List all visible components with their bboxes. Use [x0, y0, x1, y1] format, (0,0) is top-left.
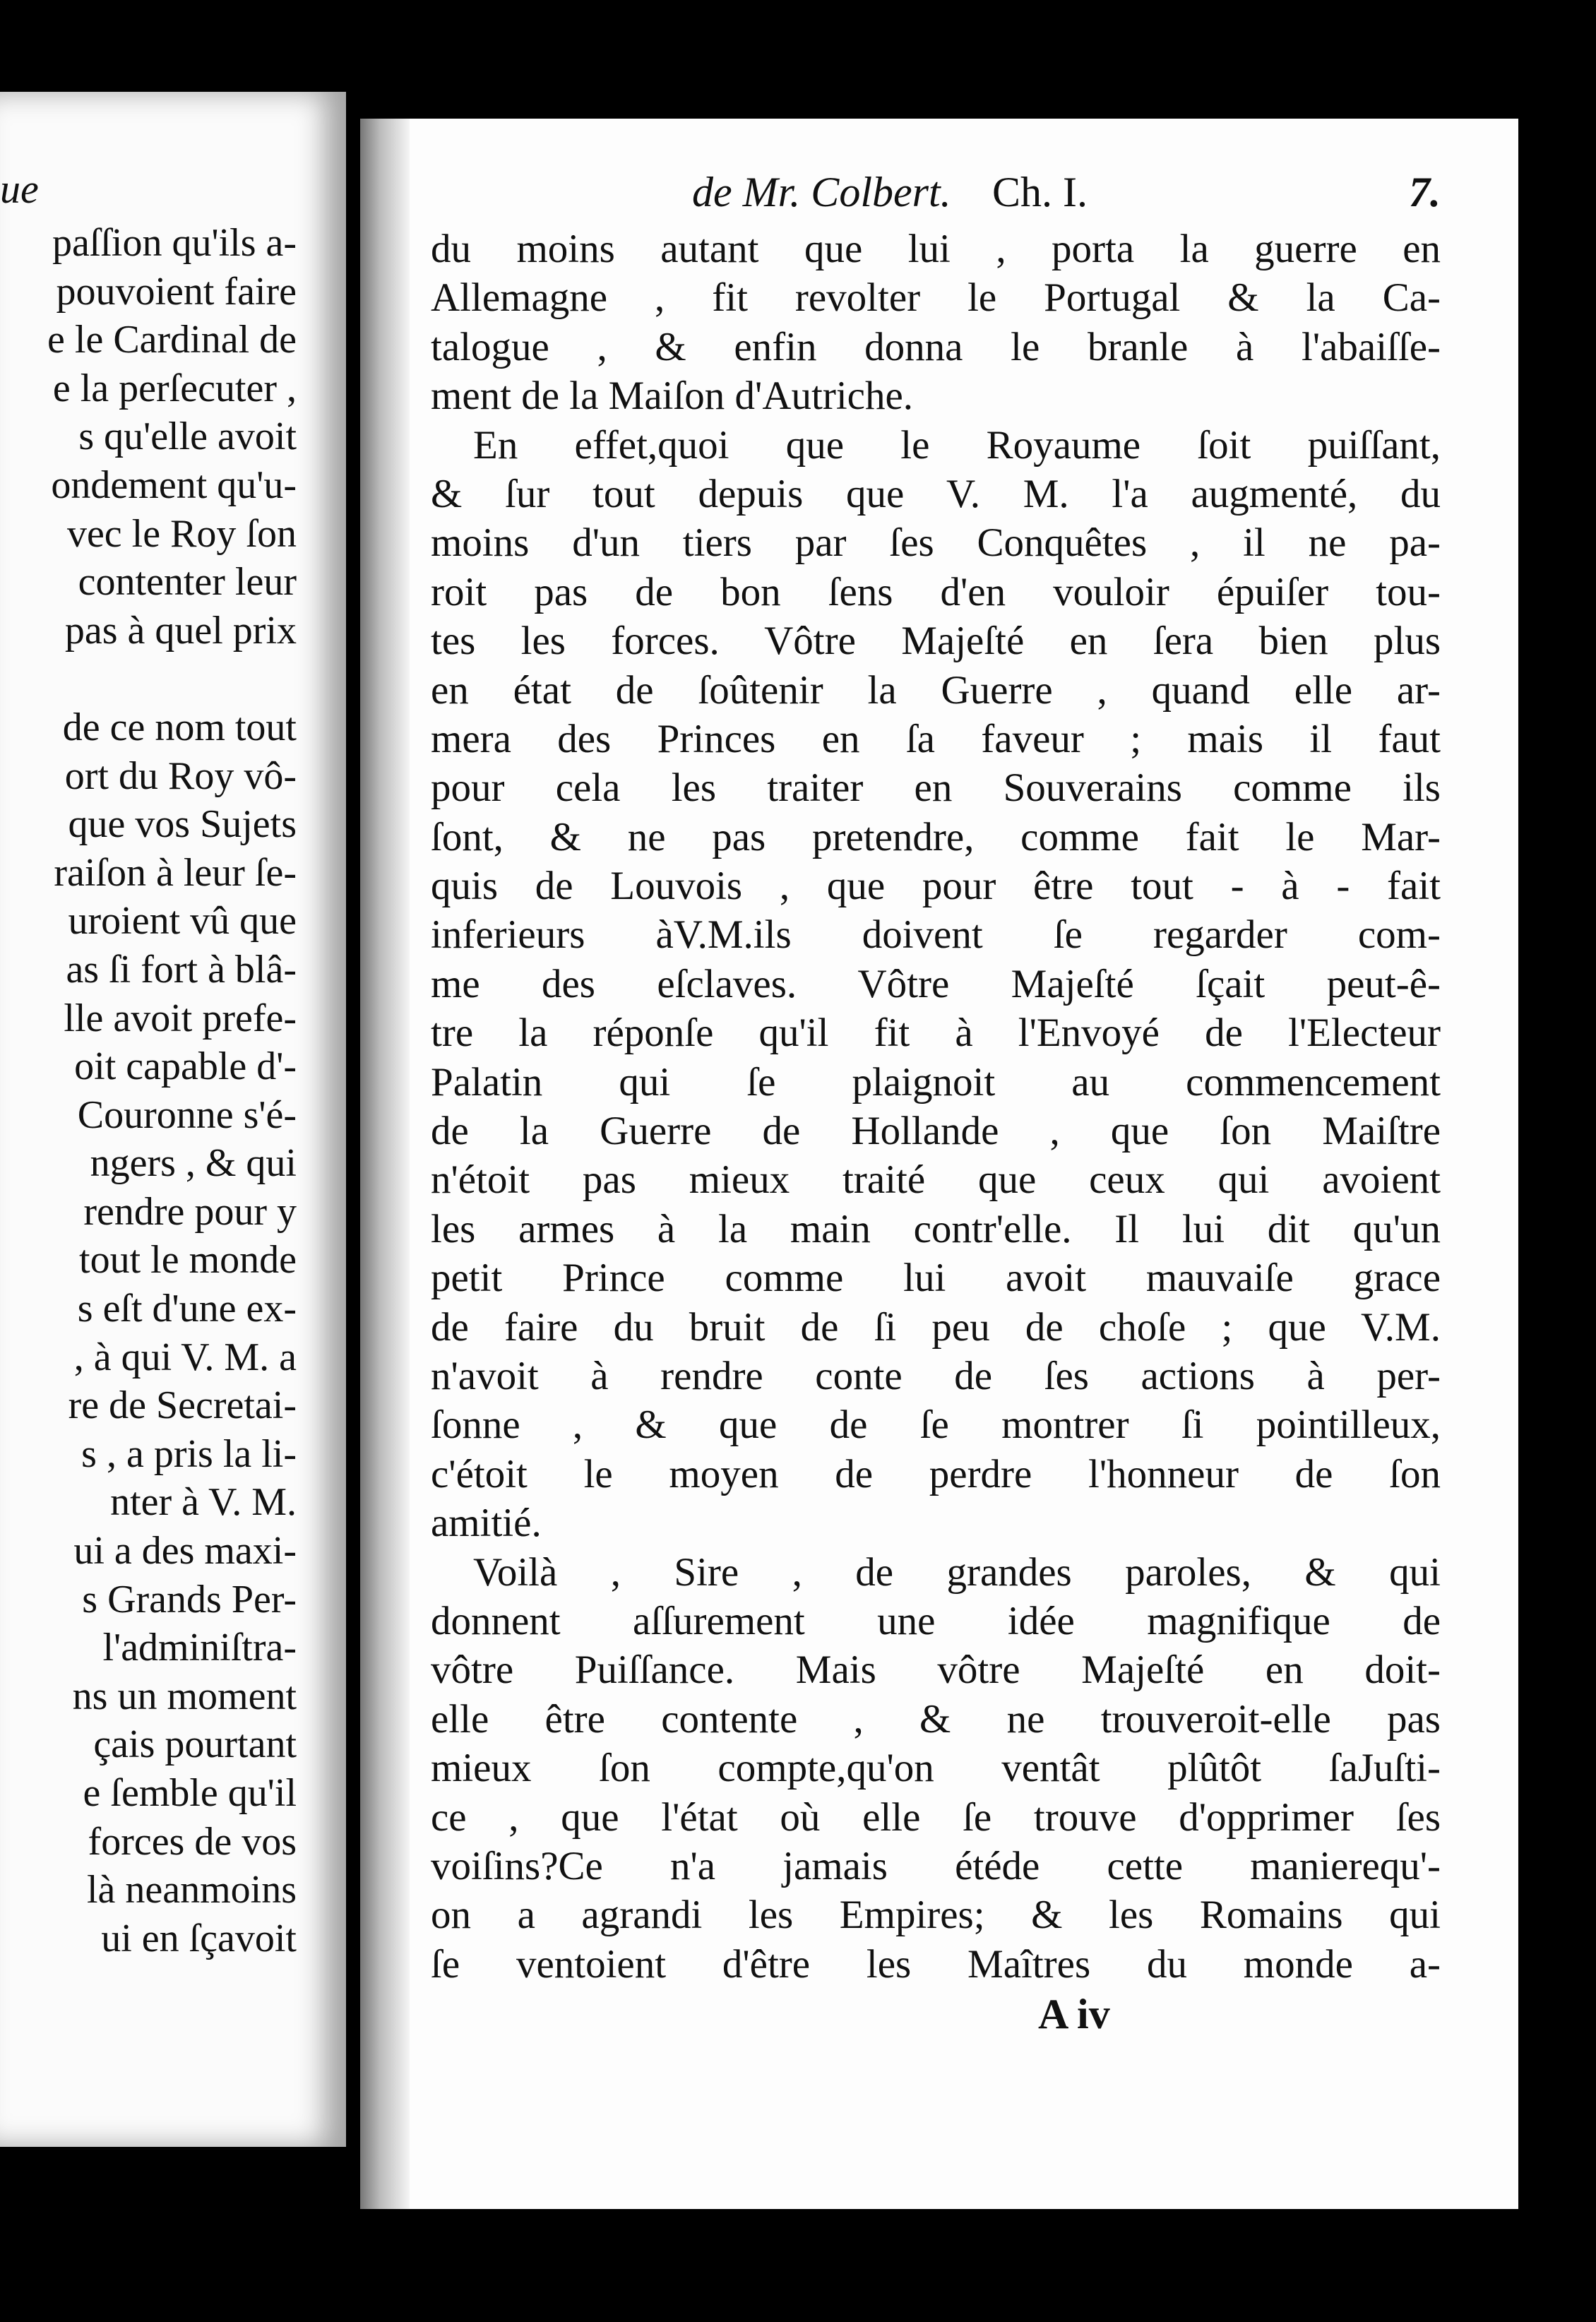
left-text-line: e ſemble qu'il: [83, 1771, 297, 1815]
text-line: les armes à la main contr'elle. Il lui dit qu'un: [431, 1206, 1441, 1251]
left-text-line: de ce nom tout: [62, 705, 297, 749]
left-text-line: s qu'elle avoit: [78, 415, 297, 459]
text-line: roit pas de bon ſens d'en vouloir épuiſer tou-: [431, 569, 1441, 614]
chapter-label: Ch. I.: [992, 169, 1088, 215]
left-text-line: l'adminiſtra-: [102, 1626, 297, 1670]
text-line: du moins autant que lui , porta la guerre en: [431, 227, 1441, 271]
text-line: c'étoit le moyen de perdre l'honneur de ſon: [431, 1451, 1441, 1496]
left-text-line: tout le monde: [79, 1238, 297, 1282]
text-line: & ſur tout depuis que V. M. l'a augmenté, du: [431, 471, 1441, 516]
left-page-text: [47, 219, 297, 1963]
left-text-line: as ſi fort à blâ-: [66, 947, 297, 992]
text-line: on a agrandi les Empires; & les Romains qui: [431, 1893, 1441, 1938]
text-line: quis de Louvois , que pour être tout - à - fait: [431, 864, 1441, 909]
left-text-line: rendre pour y: [83, 1189, 297, 1234]
left-text-line: raiſon à leur ſe-: [54, 850, 297, 895]
left-page: [0, 92, 346, 2147]
left-text-line: ui a des maxi-: [73, 1529, 297, 1573]
running-head: [692, 168, 1441, 232]
text-line: vôtre Puiſſance. Mais vôtre Majeſté en doit-: [431, 1648, 1441, 1693]
signature-mark: A iv: [1038, 1991, 1110, 2037]
left-text-line: uroient vû que: [68, 899, 297, 943]
text-line: Voilà , Sire , de grandes paroles, & qui: [473, 1549, 1441, 1595]
text-line: amitié.: [431, 1501, 542, 1546]
left-text-line: s Grands Per-: [82, 1577, 297, 1621]
left-text-line: re de Secretai-: [68, 1383, 297, 1428]
text-line: mieux ſon compte,qu'on ventât plûtôt ſaJuſti-: [431, 1746, 1441, 1791]
right-page: [360, 119, 1518, 2209]
left-text-line: que vos Sujets: [68, 802, 297, 847]
left-text-line: Couronne s'é-: [77, 1092, 297, 1137]
left-text-line: vec le Roy ſon: [66, 511, 297, 556]
left-text-line: forces de vos: [88, 1819, 297, 1864]
left-text-line: pouvoient faire: [56, 269, 297, 314]
text-line: mera des Princes en ſa faveur ; mais il faut: [431, 716, 1441, 761]
text-line: tes les forces. Vôtre Majeſté en ſera bien plus: [431, 619, 1441, 664]
text-line: n'avoit à rendre conte de ſes actions à per-: [431, 1353, 1441, 1398]
left-text-line: , à qui V. M. a: [73, 1335, 297, 1379]
left-text-line: nter à V. M.: [110, 1480, 297, 1525]
text-line: En effet,quoi que le Royaume ſoit puiſſant,: [473, 422, 1441, 468]
left-text-line: pas à quel prix: [64, 608, 297, 653]
text-line: de faire du bruit de ſi peu de choſe ; que V.M.: [431, 1304, 1441, 1350]
text-line: en état de ſoûtenir la Guerre , quand elle ar-: [431, 667, 1441, 713]
text-line: talogue , & enfin donna le branle à l'abaiſſe-: [431, 324, 1441, 369]
left-page-running-head: ue: [0, 166, 39, 212]
left-text-line: ui en ſçavoit: [101, 1916, 297, 1960]
text-line: donnent aſſurement une idée magnifique de: [431, 1598, 1441, 1643]
left-text-line: ngers , & qui: [90, 1141, 297, 1186]
text-line: elle être contente , & ne trouveroit-elle pas: [431, 1696, 1441, 1742]
left-text-line: s , a pris la li-: [81, 1431, 297, 1476]
running-title: de Mr. Colbert.: [692, 169, 951, 215]
left-text-line: e le Cardinal de: [47, 318, 297, 362]
left-text-line: ort du Roy vô-: [64, 754, 297, 798]
left-text-line: s eſt d'une ex-: [77, 1287, 297, 1331]
page-gutter-shadow: [360, 119, 410, 2209]
left-text-line: là neanmoins: [86, 1868, 297, 1912]
left-text-line: e la perſecuter ,: [52, 366, 297, 410]
body-text: [431, 225, 1441, 1989]
left-text-line: paſſion qu'ils a-: [52, 221, 297, 265]
text-line: ce , que l'état où elle ſe trouve d'opprimer ſes: [431, 1794, 1441, 1840]
text-line: n'étoit pas mieux traité que ceux qui avoient: [431, 1157, 1441, 1203]
left-text-line: çais pourtant: [93, 1722, 297, 1767]
text-line: inferieurs àV.M.ils doivent ſe regarder com-: [431, 912, 1441, 958]
left-text-line: oit capable d'-: [74, 1044, 297, 1089]
left-text-line: ondement qu'u-: [51, 463, 297, 507]
text-line: pour cela les traiter en Souverains comme ils: [431, 766, 1441, 811]
text-line: Palatin qui ſe plaignoit au commencement: [431, 1059, 1441, 1105]
text-line: ſonne , & que de ſe montrer ſi pointilleux,: [431, 1403, 1441, 1448]
text-line: tre la réponſe qu'il fit à l'Envoyé de l'Electeur: [431, 1011, 1441, 1056]
page-number: 7.: [1409, 169, 1441, 215]
text-line: ment de la Maiſon d'Autriche.: [431, 374, 913, 419]
text-line: ſe ventoient d'être les Maîtres du monde a-: [431, 1941, 1441, 1987]
text-line: moins d'un tiers par ſes Conquêtes , il ne pa-: [431, 520, 1441, 566]
left-text-line: contenter leur: [78, 560, 297, 605]
text-line: petit Prince comme lui avoit mauvaiſe grace: [431, 1256, 1441, 1301]
text-line: Allemagne , fit revolter le Portugal & la Ca-: [431, 275, 1441, 321]
text-line: voiſins?Ce n'a jamais étéde cette manierequ'-: [431, 1843, 1441, 1888]
text-line: de la Guerre de Hollande , que ſon Maiſtre: [431, 1109, 1441, 1154]
left-text-line: ns un moment: [72, 1674, 297, 1718]
left-text-line: lle avoit prefe-: [64, 996, 297, 1040]
left-text-line: [47, 655, 297, 703]
text-line: ſont, & ne pas pretendre, comme fait le Mar-: [431, 814, 1441, 859]
text-line: me des eſclaves. Vôtre Majeſté ſçait peut-ê-: [431, 961, 1441, 1006]
